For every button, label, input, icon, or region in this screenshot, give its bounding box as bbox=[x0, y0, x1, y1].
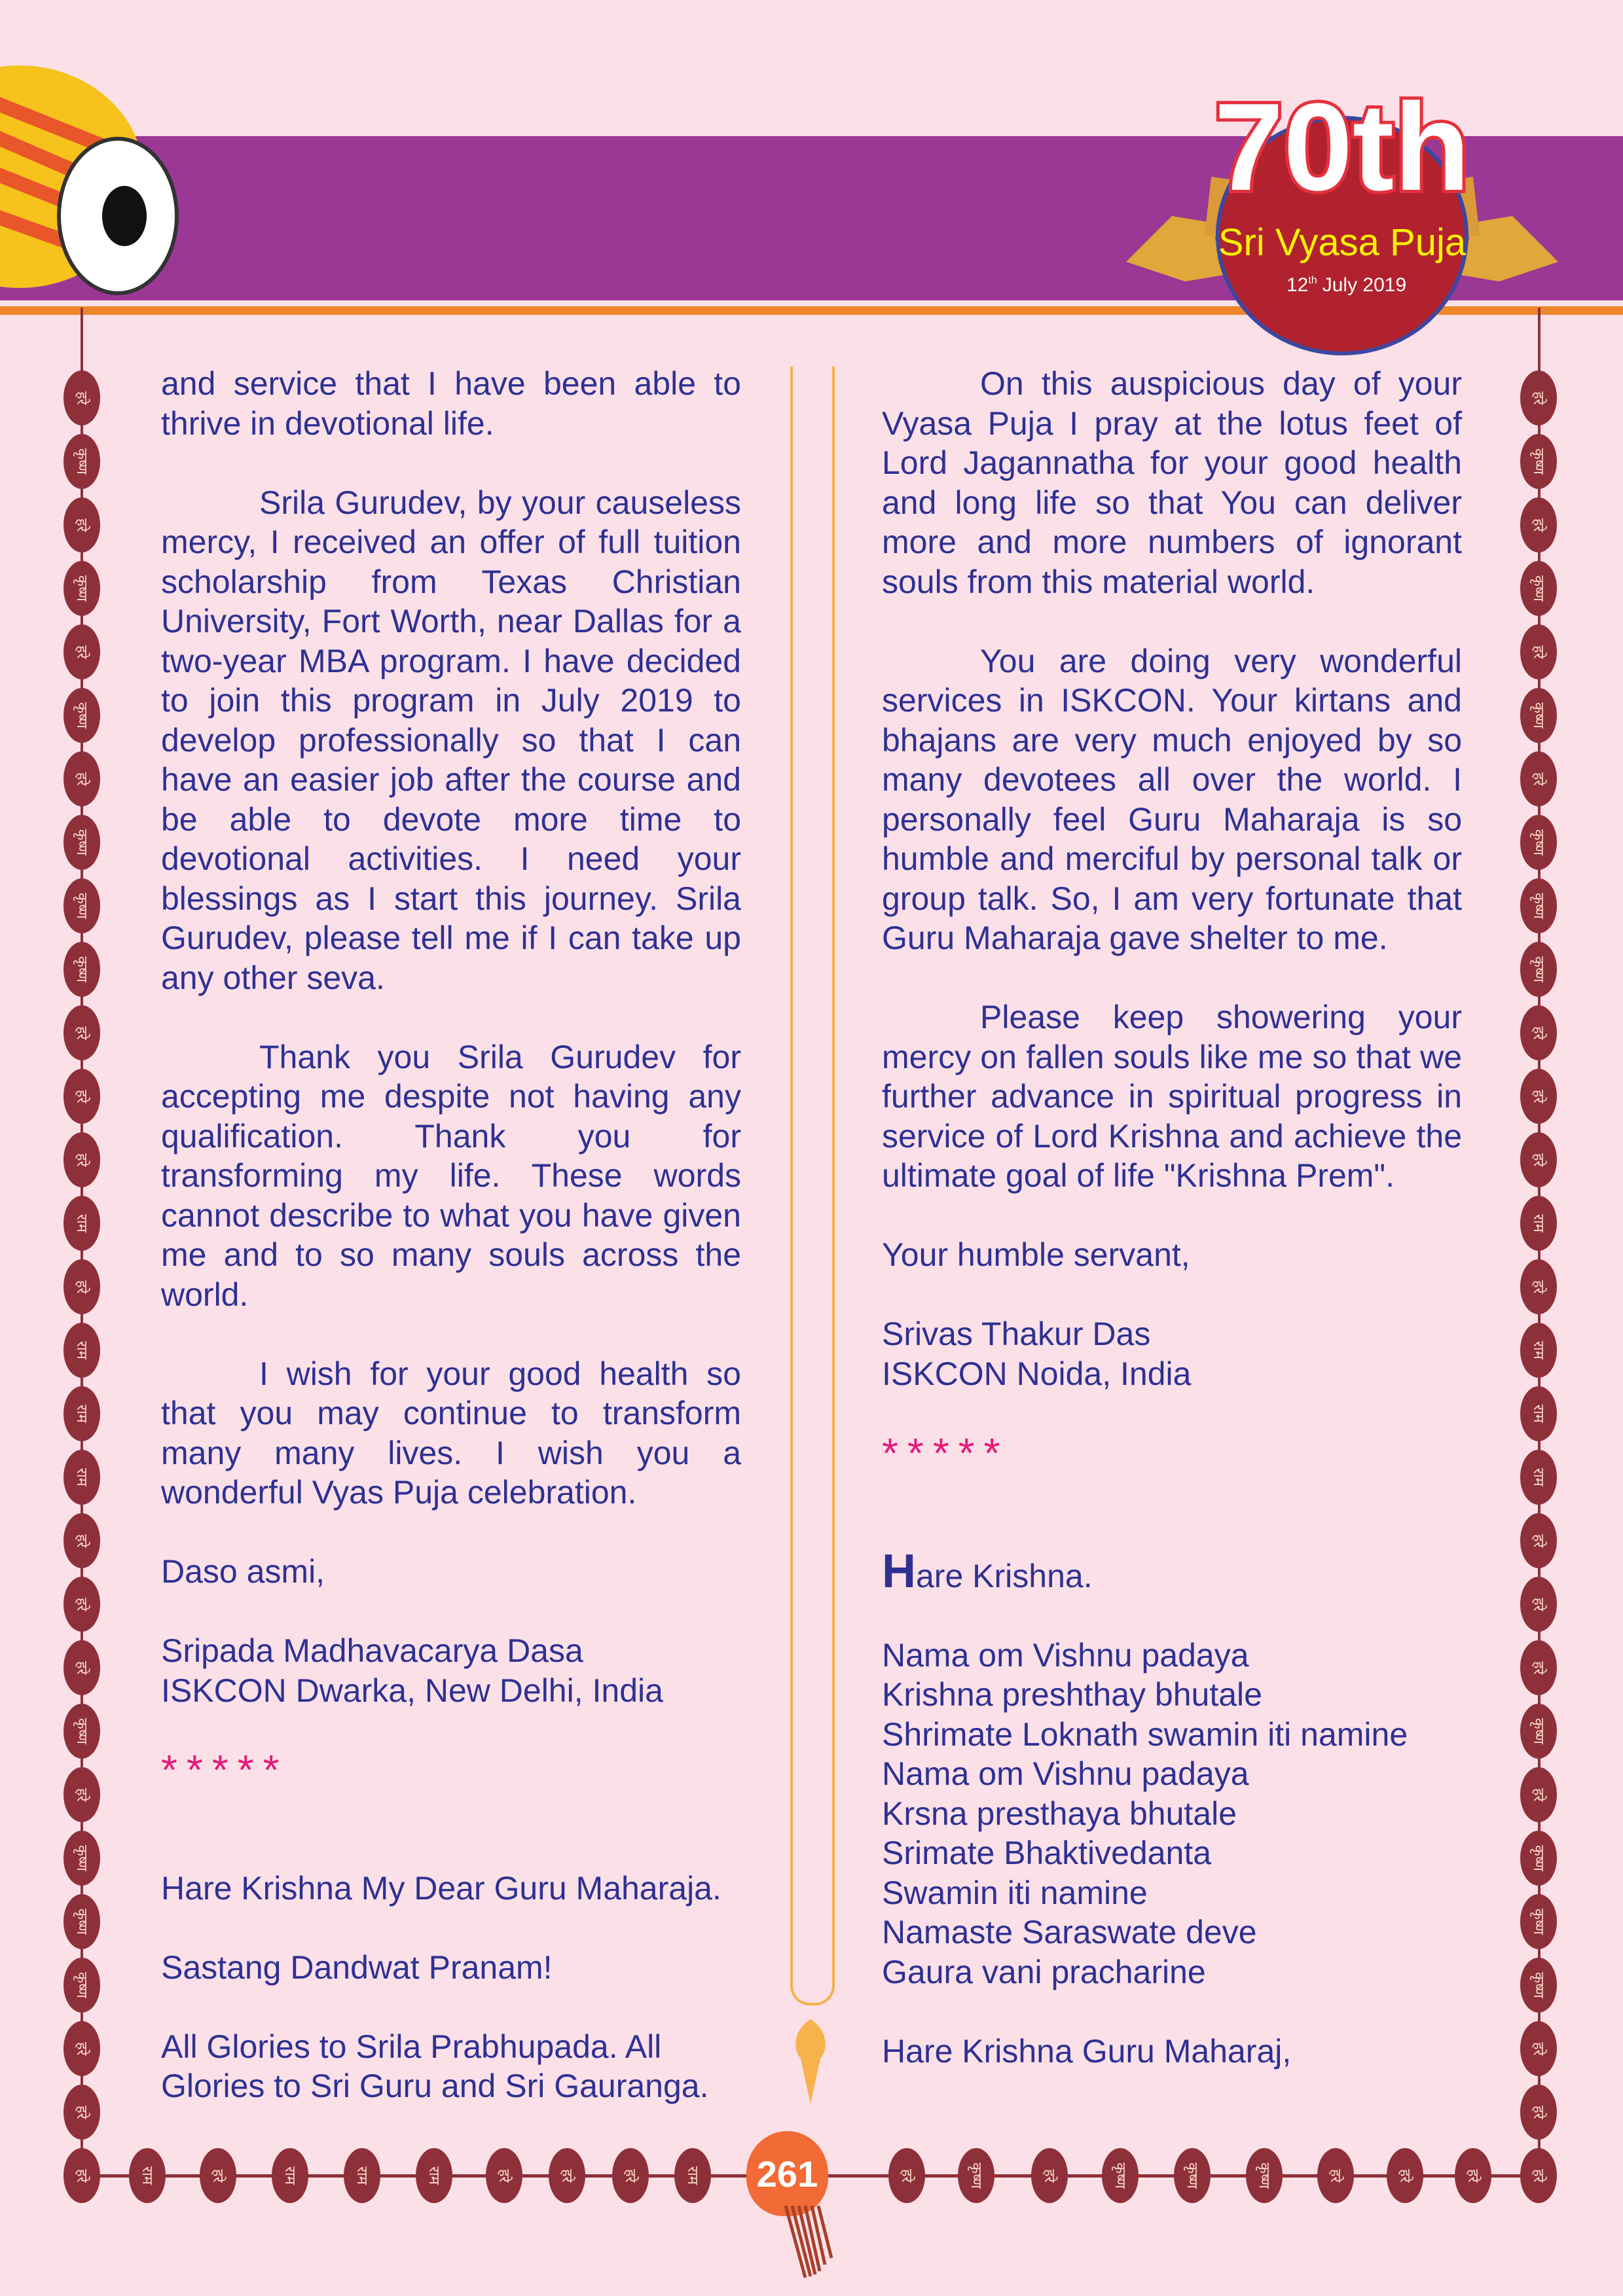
right-bead: हरे bbox=[1520, 1640, 1557, 1695]
left-bead: कृष्ण bbox=[64, 561, 100, 616]
left-bead: हरे bbox=[64, 1259, 100, 1314]
right-bead: कृष्ण bbox=[1520, 878, 1557, 933]
badge-date-rest: July 2019 bbox=[1322, 274, 1407, 296]
right-author-place: ISKCON Noida, India bbox=[882, 1355, 1192, 1392]
right-paragraph-2: You are doing very wonderful services in ISKCON. Your kirtans and bhajans are very much enjoyed by so many devotees all over the world. I personally feel Guru Maharaja is so humble and merciful by personal talk or group talk. So, I am very fortunate that Guru Maharaja gave shelter to me. bbox=[882, 642, 1462, 956]
bottom-bead: राम bbox=[416, 2148, 452, 2203]
left-bead: राम bbox=[64, 1323, 100, 1378]
bottom-bead: हरे bbox=[888, 2148, 925, 2203]
right-bead: कृष्ण bbox=[1520, 434, 1557, 489]
badge-date-sup: th bbox=[1308, 275, 1317, 286]
bottom-bead: हरे bbox=[64, 2148, 100, 2203]
left-glories: All Glories to Srila Prabhupada. All Glories to Sri Guru and Sri Gauranga. bbox=[161, 2028, 709, 2104]
right-separator-stars: ***** bbox=[882, 1429, 1010, 1477]
bottom-bead: कृष्ण bbox=[1246, 2148, 1283, 2203]
left-closing: Daso asmi, bbox=[161, 1553, 325, 1590]
right-sign-off: Hare Krishna Guru Maharaj, bbox=[882, 2032, 1292, 2070]
right-bead: राम bbox=[1520, 1450, 1557, 1505]
bottom-bead: हरे bbox=[612, 2148, 649, 2203]
svg-text:12thJuly 2019 bbox=[1286, 274, 1406, 296]
right-bead: हरे bbox=[1520, 1577, 1557, 1632]
left-bead: हरे bbox=[64, 624, 100, 679]
center-thread-divider bbox=[790, 367, 835, 2005]
right-greeting-initial: H bbox=[882, 1545, 916, 1598]
prayer-line: Krsna presthaya bhutale bbox=[882, 1795, 1237, 1832]
left-bead: कृष्ण bbox=[64, 1831, 100, 1886]
bottom-bead: हरे bbox=[486, 2148, 522, 2203]
left-bead: हरे bbox=[64, 1005, 100, 1060]
prayer-line: Swamin iti namine bbox=[882, 1874, 1148, 1911]
bottom-bead: राम bbox=[129, 2148, 166, 2203]
right-bead: कृष्ण bbox=[1520, 688, 1557, 743]
left-paragraph-3: Thank you Srila Gurudev for accepting me despite not having any qualification. Thank you for transforming my life. These words cannot describe to what you have given me and to so many souls across the world. bbox=[161, 1038, 741, 1313]
left-bead: कृष्ण bbox=[64, 688, 100, 743]
right-bead: हरे bbox=[1520, 624, 1557, 679]
right-bead: हरे bbox=[1520, 1259, 1557, 1314]
right-bead: कृष्ण bbox=[1520, 561, 1557, 616]
prayer-line: Nama om Vishnu padaya bbox=[882, 1755, 1249, 1792]
right-bead: कृष्ण bbox=[1520, 815, 1557, 870]
left-pranam: Sastang Dandwat Pranam! bbox=[161, 1948, 553, 1986]
prayer-line: Nama om Vishnu padaya bbox=[882, 1636, 1249, 1674]
right-greeting-rest: are Krishna. bbox=[916, 1557, 1093, 1594]
prayer-line: Shrimate Loknath swamin iti namine bbox=[882, 1715, 1408, 1753]
left-bead: हरे bbox=[64, 1577, 100, 1632]
right-bead: हरे bbox=[1520, 370, 1557, 425]
bottom-bead: कृष्ण bbox=[958, 2148, 994, 2203]
prayer-verse bbox=[882, 1636, 1462, 1992]
mridanga-drum-illustration bbox=[0, 26, 196, 301]
left-bead: कृष्ण bbox=[64, 1704, 100, 1759]
right-bead: हरे bbox=[1520, 2021, 1557, 2076]
prayer-line: Namaste Saraswate deve bbox=[882, 1914, 1257, 1950]
bottom-bead: हरे bbox=[1031, 2148, 1068, 2203]
left-bead: हरे bbox=[64, 1767, 100, 1822]
left-bead: हरे bbox=[64, 2085, 100, 2140]
bottom-bead: राम bbox=[674, 2148, 711, 2203]
bottom-bead: हरे bbox=[1520, 2148, 1557, 2203]
thread-drop-ornament bbox=[791, 2019, 830, 2104]
right-bead: हरे bbox=[1520, 1132, 1557, 1187]
left-bead: कृष्ण bbox=[64, 1894, 100, 1949]
left-bead: राम bbox=[64, 1386, 100, 1441]
left-bead: राम bbox=[64, 1450, 100, 1505]
left-paragraph-4: I wish for your good health so that you may continue to transform many many lives. I wish you a wonderful Vyas Puja celebration. bbox=[161, 1355, 741, 1511]
bottom-bead: राम bbox=[344, 2148, 380, 2203]
left-author-place: ISKCON Dwarka, New Delhi, India bbox=[161, 1672, 663, 1709]
prayer-line: Gaura vani pracharine bbox=[882, 1953, 1206, 1990]
right-closing: Your humble servant, bbox=[882, 1236, 1190, 1273]
bottom-bead: हरे bbox=[200, 2148, 236, 2203]
badge-anniversary: 70th bbox=[1214, 78, 1470, 217]
right-bead: राम bbox=[1520, 1323, 1557, 1378]
left-bead: हरे bbox=[64, 1640, 100, 1695]
prayer-line: Krishna preshthay bhutale bbox=[882, 1676, 1262, 1713]
badge-date-day: 12 bbox=[1286, 274, 1309, 296]
right-bead: हरे bbox=[1520, 1005, 1557, 1060]
left-bead: कृष्ण bbox=[64, 815, 100, 870]
right-bead: हरे bbox=[1520, 1069, 1557, 1124]
left-paragraph-1: and service that I have been able to thrive in devotional life. bbox=[161, 365, 741, 442]
left-bead: हरे bbox=[64, 751, 100, 806]
page-number: 261 bbox=[746, 2131, 828, 2216]
right-column bbox=[882, 364, 1462, 2111]
right-bead: हरे bbox=[1520, 1513, 1557, 1568]
right-bead: हरे bbox=[1520, 751, 1557, 806]
left-author-name: Sripada Madhavacarya Dasa bbox=[161, 1632, 583, 1669]
right-paragraph-1: On this auspicious day of your Vyasa Puja I pray at the lotus feet of Lord Jagannatha for your good health and long life so that You can deliver more and more numbers of ignorant souls from this material world. bbox=[882, 365, 1462, 600]
left-bead: कृष्ण bbox=[64, 942, 100, 997]
left-bead: हरे bbox=[64, 497, 100, 552]
left-bead: हरे bbox=[64, 370, 100, 425]
right-bead: कृष्ण bbox=[1520, 1704, 1557, 1759]
right-bead: कृष्ण bbox=[1520, 1958, 1557, 2013]
bottom-bead: हरे bbox=[1317, 2148, 1354, 2203]
right-bead: राम bbox=[1520, 1386, 1557, 1441]
bottom-bead: कृष्ण bbox=[1102, 2148, 1139, 2203]
bead-tassel bbox=[779, 2206, 845, 2278]
left-paragraph-2: Srila Gurudev, by your causeless mercy, I received an offer of full tuition scholarship from Texas Christian University, Fort Worth, near Dallas for a two-year MBA program. I have decided to join this program in July 2019 to develop professionally so that I can have an easier job after the course and be able to devote more time to devotional activities. I need your blessings as I start this journey. Srila Gurudev, please tell me if I can take up any other seva. bbox=[161, 484, 741, 996]
left-column bbox=[161, 364, 741, 2145]
right-bead: हरे bbox=[1520, 1767, 1557, 1822]
left-bead: कृष्ण bbox=[64, 1958, 100, 2013]
right-bead: कृष्ण bbox=[1520, 1831, 1557, 1886]
left-bead: हरे bbox=[64, 1513, 100, 1568]
bottom-bead: हरे bbox=[549, 2148, 585, 2203]
right-paragraph-3: Please keep showering your mercy on fallen souls like me so that we further advance in spiritual progress in service of Lord Krishna and achieve the ultimate goal of life "Krishna Prem". bbox=[882, 999, 1462, 1194]
bottom-bead: हरे bbox=[1455, 2148, 1491, 2203]
right-bead: कृष्ण bbox=[1520, 942, 1557, 997]
bottom-bead: राम bbox=[272, 2148, 308, 2203]
left-bead: कृष्ण bbox=[64, 434, 100, 489]
70th-vyasa-puja-badge bbox=[1113, 65, 1571, 360]
badge-event: Sri Vyasa Puja bbox=[1218, 221, 1467, 264]
prayer-line: Srimate Bhaktivedanta bbox=[882, 1835, 1212, 1871]
right-bead: कृष्ण bbox=[1520, 1894, 1557, 1949]
left-bead: राम bbox=[64, 1196, 100, 1251]
left-greeting: Hare Krishna My Dear Guru Maharaja. bbox=[161, 1869, 721, 1907]
left-bead: हरे bbox=[64, 1132, 100, 1187]
right-bead: हरे bbox=[1520, 497, 1557, 552]
right-author-name: Srivas Thakur Das bbox=[882, 1316, 1151, 1352]
right-bead: राम bbox=[1520, 1196, 1557, 1251]
left-bead: हरे bbox=[64, 2021, 100, 2076]
bottom-bead: कृष्ण bbox=[1174, 2148, 1211, 2203]
left-bead: हरे bbox=[64, 1069, 100, 1124]
right-bead: हरे bbox=[1520, 2085, 1557, 2140]
left-separator-stars: ***** bbox=[161, 1746, 289, 1793]
bottom-bead: हरे bbox=[1387, 2148, 1423, 2203]
left-bead: कृष्ण bbox=[64, 878, 100, 933]
